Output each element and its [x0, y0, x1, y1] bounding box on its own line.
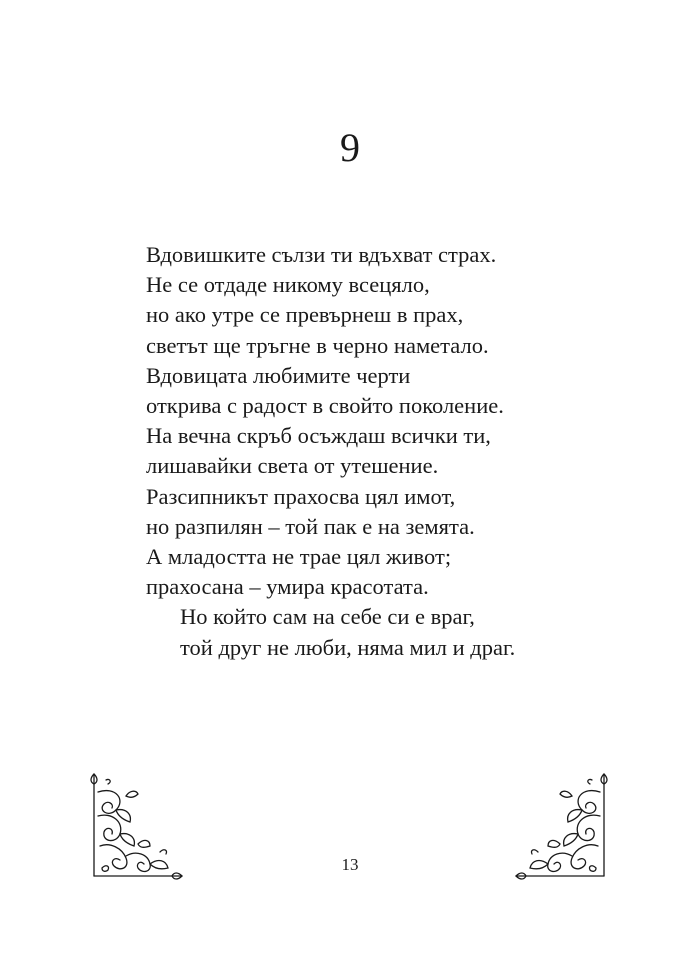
poem-line: На вечна скръб осъждаш всички ти, [146, 423, 491, 449]
poem-line: Вдовишките сълзи ти вдъхват страх. [146, 242, 497, 267]
poem-line: Разсипникът прахосва цял имот, [146, 483, 456, 509]
sonnet-number: 9 [340, 125, 360, 170]
couplet-line: Но който сам на себе си е враг, [180, 604, 475, 630]
sonnet-body [146, 240, 566, 663]
corner-flourish-icon [512, 772, 612, 882]
poem-line: но разпилян – той пак е на земята. [146, 513, 475, 539]
poem-line: но ако утре се превърнеш в прах, [146, 302, 464, 328]
couplet-line: той друг не люби, няма мил и драг. [180, 634, 516, 660]
poem-line: Вдовицата любимите черти [146, 362, 411, 388]
poem-line: лишавайки света от утешение. [146, 453, 439, 479]
poem-line: Не се отдаде никому всецяло, [146, 272, 430, 298]
poem-line: открива с радост в свойто поколение. [146, 393, 504, 419]
poem-line: А младостта не трае цял живот; [146, 544, 452, 570]
poem-line: прахосана – умира красотата. [146, 574, 429, 600]
poem-line: светът ще тръгне в черно наметало. [146, 332, 489, 358]
page-number: 13 [341, 855, 359, 874]
